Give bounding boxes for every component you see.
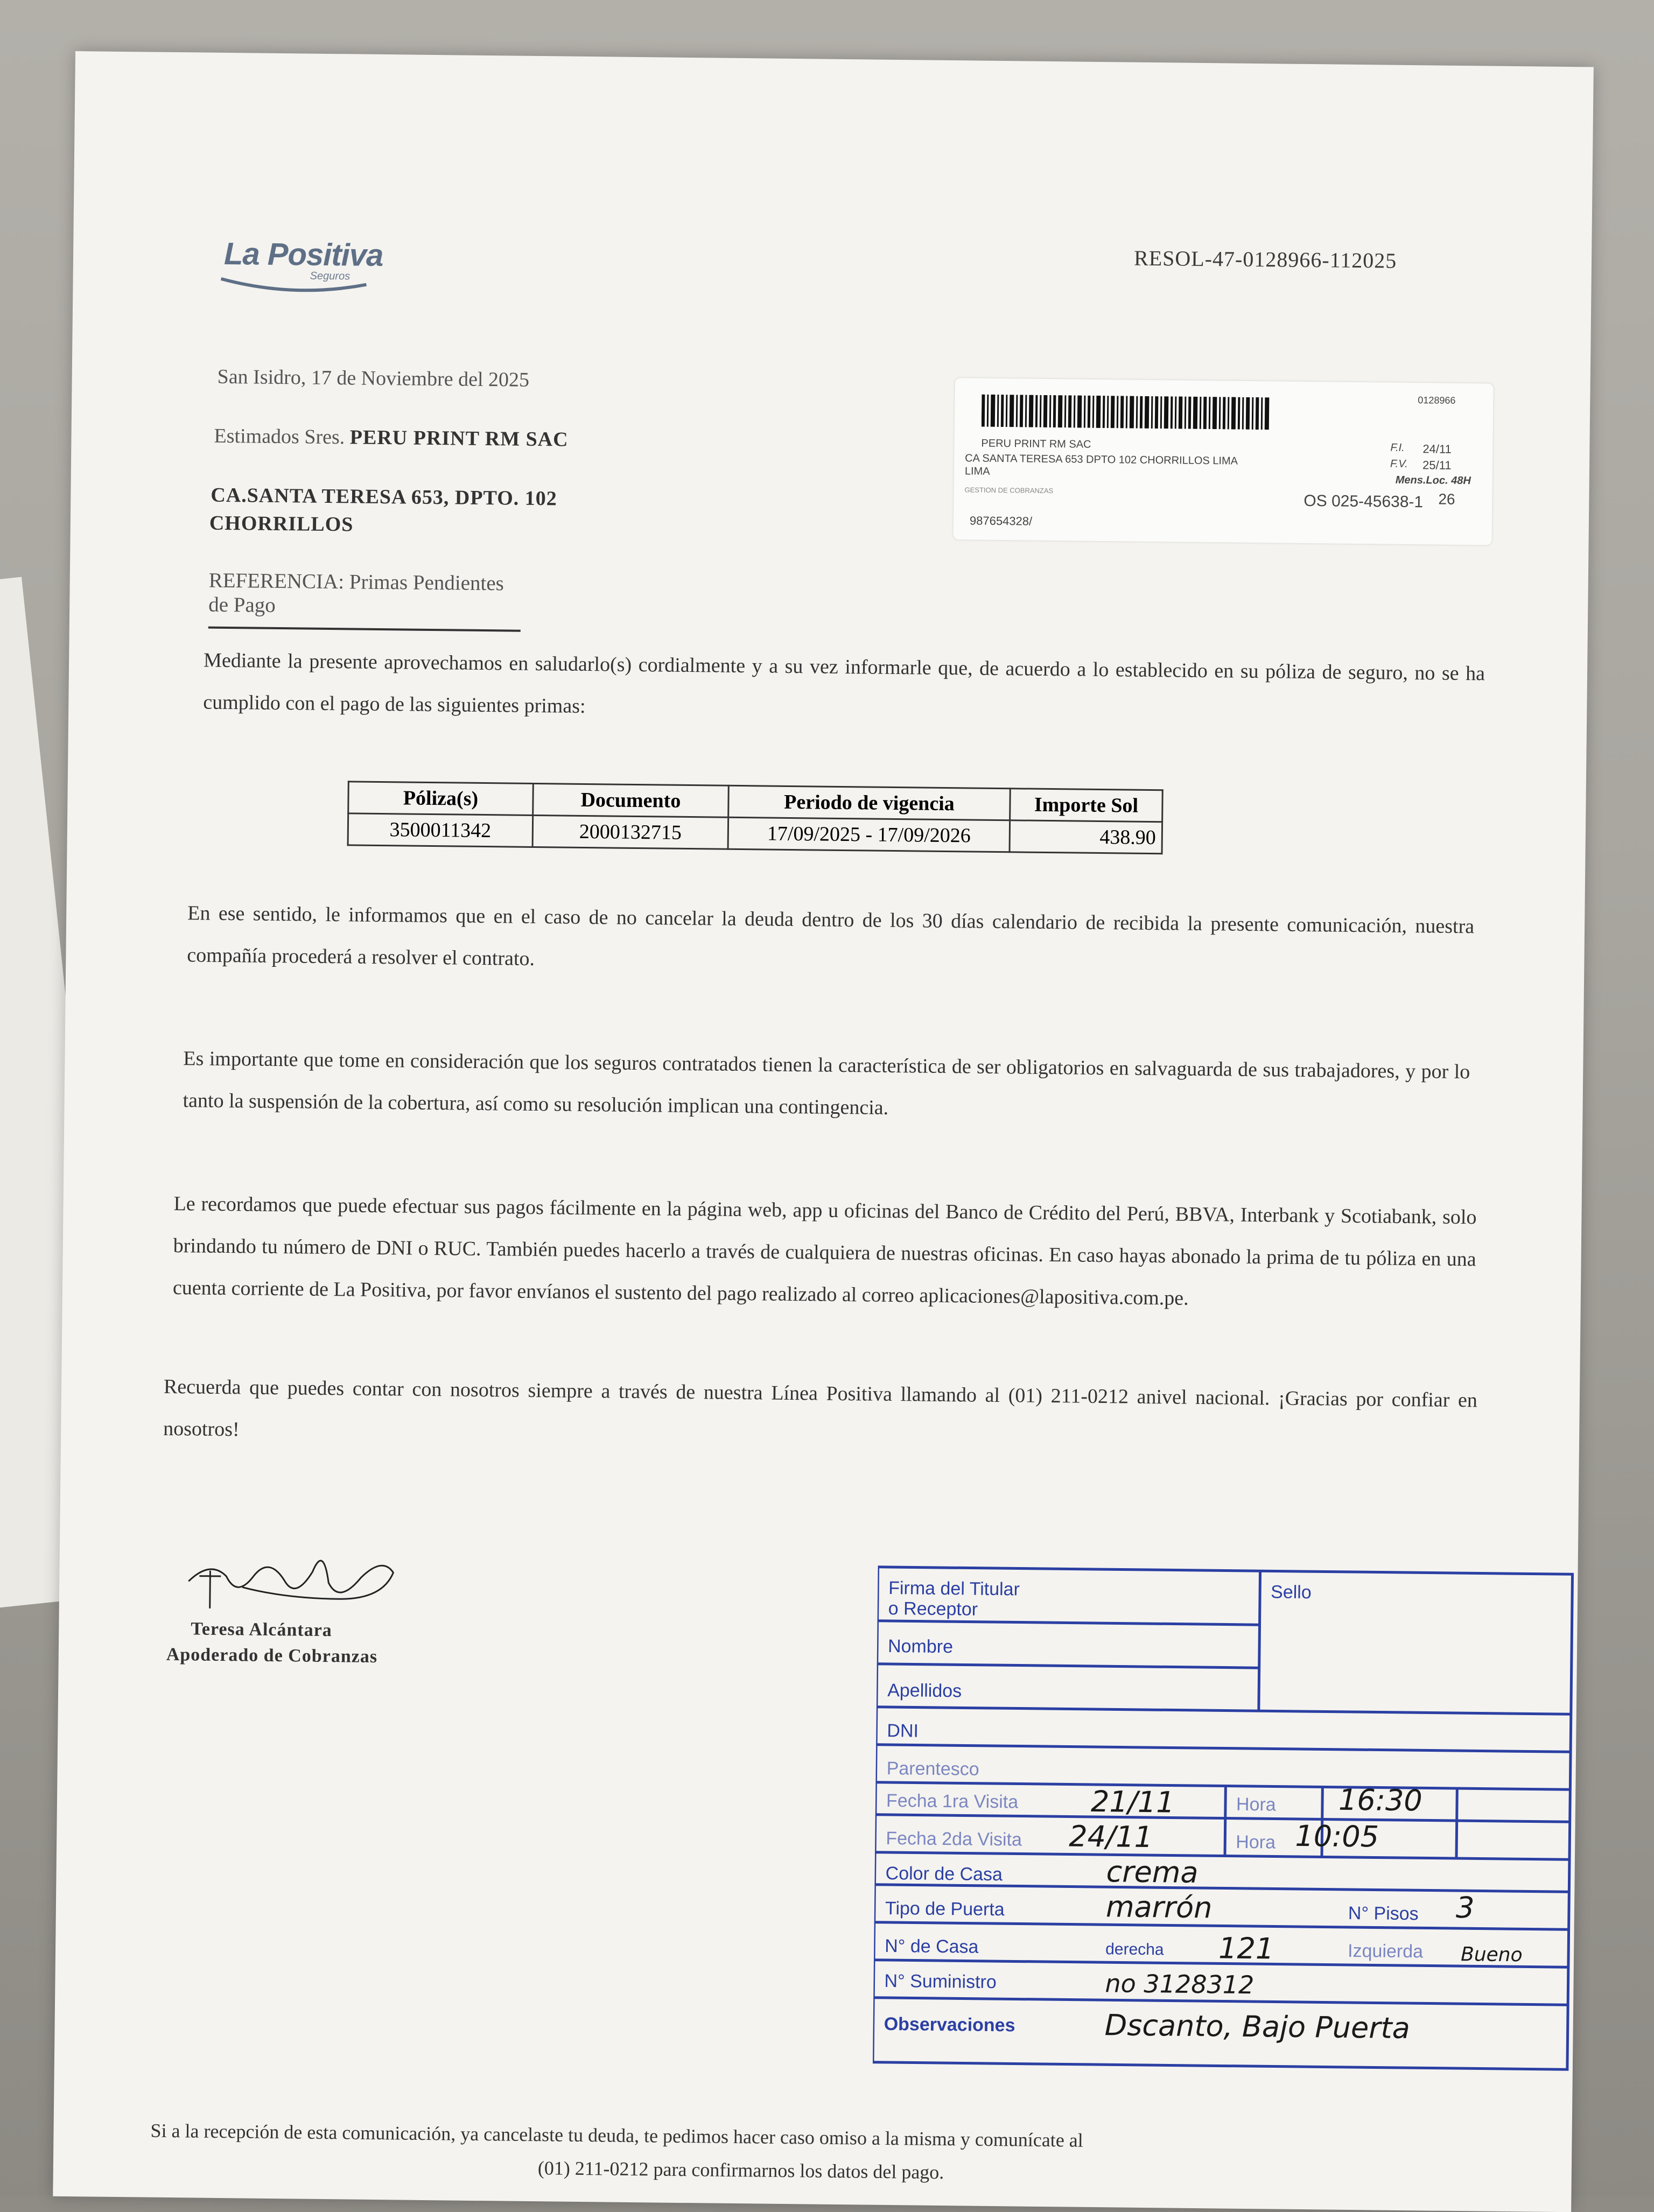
stamp-observaciones-label: Observaciones [884,2013,1015,2036]
stamp-suministro-value: no 3128312 [1105,1969,1254,2000]
stamp-color-casa-value: crema [1106,1855,1199,1890]
premiums-table [347,781,1164,854]
greeting-prefix: Estimados Sres. [214,424,345,449]
table-cell: 17/09/2025 - 17/09/2026 [728,817,1010,852]
stamp-fecha2-label: Fecha 2da Visita [886,1828,1022,1850]
paragraph-contact: Recuerda que puedes contar con nosotros siempre a través de nuestra Línea Positiva llamando al (01) 211-0212 anivel nacional. ¡Gracias por confiar en nosotros! [163,1375,1478,1441]
stamp-hora2-label: Hora [1236,1831,1276,1853]
table-cell: 2000132715 [532,815,728,849]
stamp-hora2-value: 10:05 [1295,1818,1379,1854]
signer-name: Teresa Alcántara [191,1619,332,1641]
label-phone: 987654328/ [969,514,1033,528]
logo-swoosh-icon [218,273,369,297]
paragraph-importance: Es importante que tome en consideración que los seguros contratados tienen la característica de ser obligatorios en salvaguarda de sus trabajadores, y por lo tanto la suspensión de la cobertura, así como su resolución implican una contingencia. [183,1047,1470,1119]
stamp-fecha1-value: 21/11 [1090,1784,1175,1820]
signer-role: Apoderado de Cobranzas [166,1644,378,1667]
stamp-suministro-label: N° Suministro [884,1970,997,1993]
stamp-firma-label: Firma del Titular [888,1577,1020,1600]
column-header: Documento [533,783,729,817]
stamp-apellidos-label: Apellidos [887,1680,962,1702]
stamp-num-casa-label: N° de Casa [885,1935,979,1957]
table-cell: 438.90 [1010,820,1162,854]
stamp-izquierda-value: Bueno [1460,1943,1523,1967]
label-service: Mens.Loc. 48H [1395,474,1471,487]
stamp-pisos-value: 3 [1455,1891,1475,1925]
stamp-hora1-label: Hora [1236,1794,1276,1815]
label-dept: GESTION DE COBRANZAS [964,486,1054,495]
reference-code: RESOL-47-0128966-112025 [1133,245,1397,273]
delivery-stamp [872,1556,1578,2102]
column-header: Periodo de vigencia [728,785,1011,820]
address-line-2: CHORRILLOS [209,511,354,536]
address-line-1: CA.SANTA TERESA 653, DPTO. 102 [211,483,557,510]
label-fv-value: 25/11 [1422,458,1452,472]
reference-subject: REFERENCIA: Primas Pendientes de Pago [208,568,521,632]
shipping-label [954,378,1494,545]
stamp-nombre-label: Nombre [887,1635,954,1658]
recipient-name: PERU PRINT RM SAC [349,426,569,451]
paragraph-payment: Le recordamos que puede efectuar sus pagos fácilmente en la página web, app u oficinas del Banco de Crédito del Perú, BBVA, Interbank y Scotiabank, solo brindando tu número de DNI o RUC. También puedes hacerlo a través de cualquiera de nuestras oficinas. En caso hayas abonado la prima de tu póliza en una cuenta corriente de La Positiva, por favor envíanos el sustento del pago realizado al correo aplicaciones@lapositiva.com.pe. [172,1192,1477,1310]
stamp-fecha2-value: 24/11 [1069,1819,1153,1855]
stamp-dni-label: DNI [887,1720,919,1741]
stamp-derecha-value: 121 [1218,1931,1274,1966]
footer-line-1: Si a la recepción de esta comunicación, ya cancelaste tu deuda, te pedimos hacer caso omiso a la misma y comunícate al [150,2119,1083,2151]
label-name: PERU PRINT RM SAC [981,437,1091,451]
handwritten-signature [177,1538,404,1626]
column-header: Importe Sol [1010,789,1163,822]
stamp-tipo-puerta-value: marrón [1105,1890,1213,1925]
label-fi: F.I. [1390,441,1405,454]
company-logo: La Positiva [223,236,383,273]
stamp-pisos-label: N° Pisos [1348,1902,1419,1925]
stamp-parentesco-label: Parentesco [886,1758,979,1780]
label-city: LIMA [964,465,990,477]
stamp-sello-label: Sello [1270,1582,1312,1603]
table-cell: 3500011342 [348,813,533,847]
label-os-suffix: 26 [1438,490,1455,508]
paragraph-intro: Mediante la presente aprovechamos en saludarlo(s) cordialmente y a su vez informarle que, de acuerdo a lo establecido en su póliza de seguro, no se ha cumplido con el pago de las siguientes primas: [203,649,1485,718]
addressee-line [214,424,569,452]
barcode-icon [982,395,1273,430]
company-logo-subtext: Seguros [310,270,351,283]
label-fv: F.V. [1390,458,1408,470]
label-fi-value: 24/11 [1422,442,1452,456]
stamp-derecha-label: derecha [1105,1940,1164,1959]
letter-date: San Isidro, 17 de Noviembre del 2025 [217,365,530,391]
stamp-receptor-label: o Receptor [888,1598,978,1620]
column-header: Póliza(s) [348,782,534,816]
label-address: CA SANTA TERESA 653 DPTO 102 CHORRILLOS LIMA [965,452,1238,467]
stamp-tipo-puerta-label: Tipo de Puerta [885,1898,1005,1920]
stamp-observaciones-value: Dscanto, Bajo Puerta [1104,2008,1411,2046]
stamp-color-casa-label: Color de Casa [885,1863,1003,1885]
stamp-fecha1-label: Fecha 1ra Visita [886,1790,1019,1813]
stamp-izquierda-label: Izquierda [1347,1940,1424,1962]
label-os-number: OS 025-45638-1 [1303,491,1424,511]
footer-line-2: (01) 211-0212 para confirmarnos los datos del pago. [537,2157,944,2183]
stamp-hora1-value: 16:30 [1338,1782,1423,1818]
paragraph-consequence: En ese sentido, le informamos que en el caso de no cancelar la deuda dentro de los 30 días calendario de recibida la presente comunicación, nuestra compañía procederá a resolver el contrato. [187,902,1475,971]
label-code: 0128966 [1418,395,1456,406]
letter-page [53,51,1594,2212]
